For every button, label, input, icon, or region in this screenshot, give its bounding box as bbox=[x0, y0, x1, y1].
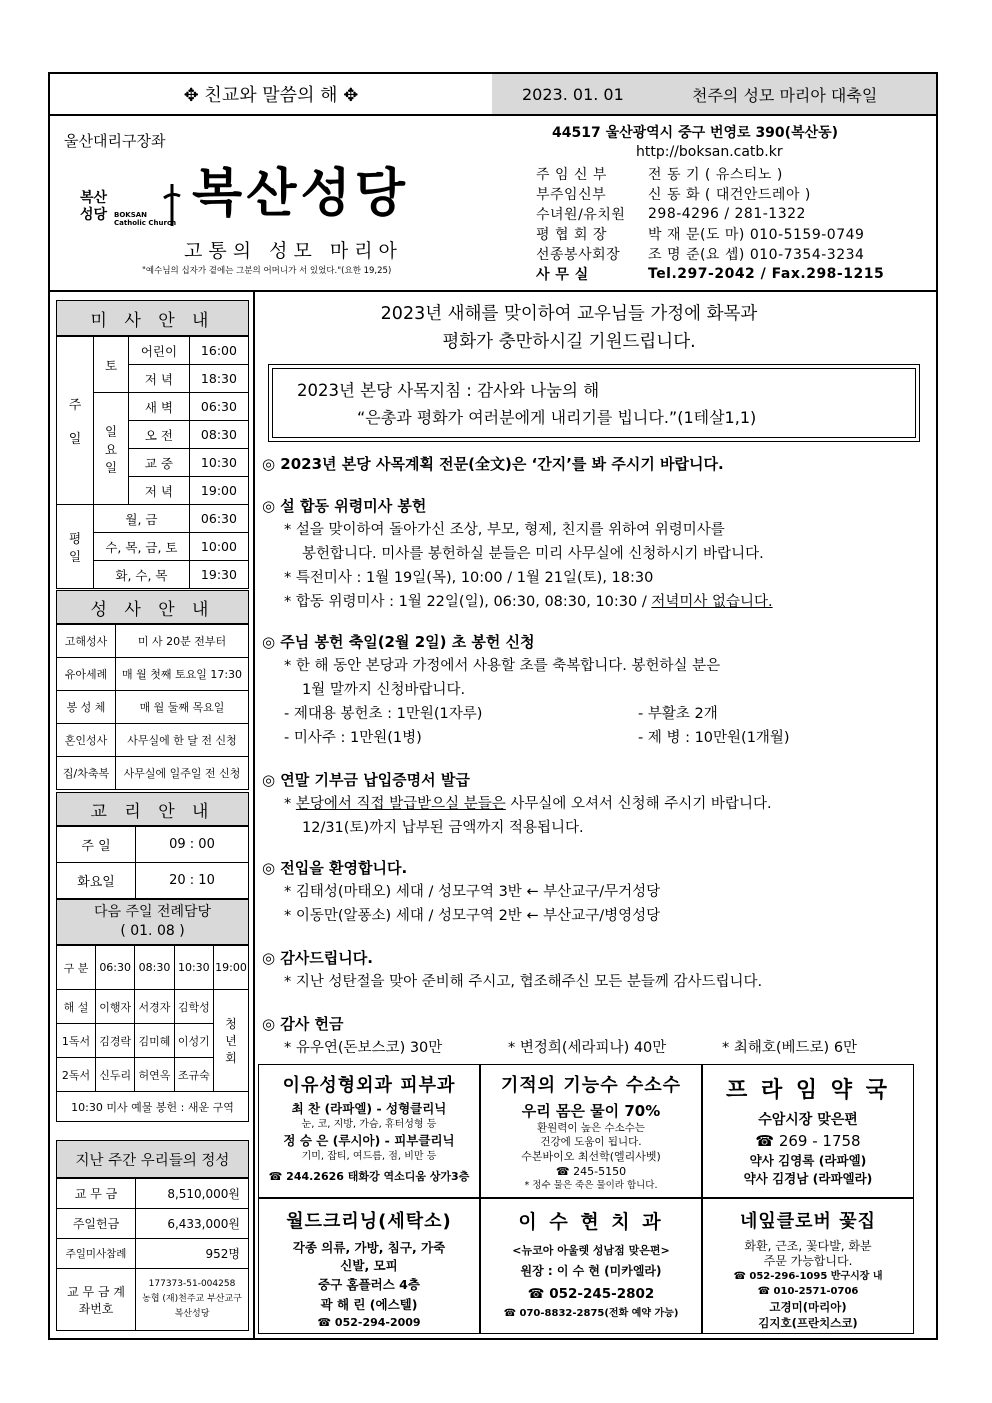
feast-name: 천주의 성모 마리아 대축일 bbox=[692, 85, 878, 105]
sacrament-schedule: 성 사 안 내 고해성사 미 사 20분 전부터 유아세례 매 월 첫째 토요일 17:30 봉 성 체 매 월 둘째 목요일 혼인성사 사무실에 한 달 전 신청 집/차축복 사무실에 일주일 전 신청 bbox=[56, 590, 249, 790]
catechism-title: 교 리 안 내 bbox=[56, 792, 249, 826]
parish-name: 복산성당 bbox=[192, 164, 409, 224]
mass-schedule: 미 사 안 내 주 일 토 어린이 16:00 저 녁 18:30 일 요 일 새 벽 06:30 오 전 08:30 교 중 10:30 저 녁 19:00 평 일 월, 금 06:30 수, 목, 금, 토 10:00 화, 수, 목 19:30 bbox=[56, 300, 249, 589]
announcements: ◎ 2023년 본당 사목계획 전문(全文)은 ‘간지’를 봐 주시기 바랍니다. ◎ 설 합동 위령미사 봉헌 * 설을 맞이하여 돌아가신 조상, 부모, 형제, 친지를 위하여 위령미사를 봉헌합니다. 미사를 봉헌하실 분들은 미리 사무실에 신청하시기 바랍니다. * 특전미사 : 1월 19일(목), 10:00 / 1월 21일(토), 18:30 * 합동 위령미사 : 1월 22일(일), 06:30, 08:30, 10:30 / 저녁미사 없습니다. ◎ 주님 봉헌 축일(2월 2일) 초 봉헌 신청 * 한 해 동안 본당과 가정에서 사용할 초를 축복합니다. 봉헌하실 분은 1월 말까지 신청바랍니다. - 제대용 봉헌초 : 1만원(1자루) - 부활초 2개 - 미사주 : 1만원(1병) - 제 병 : 10만원(1개월) ◎ 연말 기부금 납입증명서 발급 * 본당에서 직접 발급받으실 분들은 사무실에 오셔서 신청해 주시기 바랍니다. 12/31(토)까지 납부된 금액까지 적용됩니다. ◎ 전입을 환영합니다. * 김태성(마태오) 세대 / 성모구역 3반 ← 부산교구/무거성당 * 이동만(알퐁소) 세대 / 성모구역 2반 ← 부산교구/병영성당 ◎ 감사드립니다. * 지난 성탄절을 맞아 준비해 주시고, 협조해주신 모든 분들께 감사드립니다. ◎ 감사 헌금 * 유우연(돈보스코) 30만 * 변정희(세라피나) 40만 * 최해호(베드로) 6만 bbox=[262, 455, 858, 1056]
weekday-label: 평 일 bbox=[57, 505, 94, 589]
account-number: 177373-51-004258 농협 (재)천주교 부산교구 복산성당 bbox=[136, 1269, 249, 1331]
website-link[interactable]: http://boksan.catb.kr bbox=[636, 144, 783, 160]
youth-label: 청 년 회 bbox=[214, 990, 249, 1092]
mass-title: 미 사 안 내 bbox=[56, 300, 249, 336]
ad-florist: 네잎클로버 꽃집 화환, 근조, 꽃다발, 화분 주문 가능합니다. ☎ 052-296-1095 반구시장 내 ☎ 010-2571-0706 고경미(마리아) 김지호(프란치스코) bbox=[702, 1198, 914, 1334]
ad-hydrogen-water: 기적의 기능수 수소수 우리 몸은 물이 70% 환원력이 높은 수소수는 건강에 도움이 됩니다. 수본바이오 최선학(엘리사벳) ☎ 245-5150 * 정수 물은 죽은 물이라 합니다. bbox=[480, 1064, 702, 1198]
patron-name: 고통의 성모 마리아 bbox=[184, 240, 403, 262]
ad-pharmacy: 프 라 임 약 국 수암시장 맞은편 ☎ 269 - 1758 약사 김영록 (라파엘) 약사 김경남 (라파엘라) bbox=[702, 1064, 914, 1198]
new-year-greeting: 2023년 새해를 맞이하여 교우님들 가정에 화목과 평화가 충만하시길 기원드립니다. bbox=[380, 304, 758, 352]
offering-summary: 지난 주간 우리들의 정성 교 무 금 8,510,000원 주일헌금 6,433,000원 주일미사참례 952명 교 무 금 계좌번호 177373-51-004258 농협 (재)천주교 부산교구 복산성당 bbox=[56, 1140, 249, 1331]
sat-label: 토 bbox=[94, 337, 129, 393]
pastoral-motto-box: 2023년 본당 사목지침 : 감사와 나눔의 해 “은총과 평화가 여러분에게 내리기를 빕니다.”(1테살1,1) bbox=[268, 364, 920, 442]
staff-info: 주 임 신 부 전 동 기 ( 유스티노 ) 부주임신부 신 동 화 ( 대건안드레아 ) 수녀원/유치원 298-4296 / 281-1322 평 협 회 장 박 재 문(도 마) 010-5159-0749 선종봉사회장 조 명 준(요 셉) 010-7354-3234 사 무 실 Tel.297-2042 / Fax.298-1215 bbox=[536, 167, 885, 283]
sacrament-title: 성 사 안 내 bbox=[56, 590, 249, 624]
patron-quote: "예수님의 십자가 곁에는 그분의 어머니가 서 있었다."(요한 19,25) bbox=[142, 266, 392, 276]
sun-label: 일 요 일 bbox=[94, 393, 129, 505]
year-motto: ✥ 친교와 말씀의 해 ✥ bbox=[183, 85, 359, 106]
ad-plastic-surgery: 이유성형외과 피부과 최 찬 (라파엘) - 성형클리닉 눈, 코, 지방, 가슴, 휴터성형 등 정 승 은 (루시아) - 피부클리닉 기미, 잡티, 여드름, 점, 비만 등 ☎ 244.2626 태화강 역소디움 상가3층 bbox=[258, 1064, 480, 1198]
address: 44517 울산광역시 중구 번영로 390(복산동) bbox=[552, 125, 839, 141]
cross-icon bbox=[158, 180, 184, 230]
catechism-schedule: 교 리 안 내 주 일 09 : 00 화요일 20 : 10 bbox=[56, 792, 249, 899]
sunday-label: 주 일 bbox=[57, 337, 94, 505]
issue-date: 2023. 01. 01 bbox=[522, 84, 624, 104]
liturgy-roster: 다음 주일 전례담당 ( 01. 08 ) 구 분 06:30 08:30 10:30 19:00 해 설 이행자 서경자 김학성 청 년 회 1독서 김경락 김미혜 이성기 2독서 신두리 허연옥 조규숙 10:30 미사 예물 봉헌 : 새운 구역 bbox=[56, 899, 249, 1122]
masthead-divider bbox=[48, 290, 938, 292]
column-divider bbox=[253, 292, 255, 1338]
diocese-label: 울산대리구장좌 bbox=[64, 132, 166, 150]
offering-title: 지난 주간 우리들의 정성 bbox=[56, 1140, 249, 1178]
header-divider bbox=[48, 114, 938, 116]
liturgy-title: 다음 주일 전례담당 ( 01. 08 ) bbox=[56, 899, 249, 945]
logo-en: BOKSAN Catholic Church bbox=[114, 211, 177, 227]
ad-dental: 이 수 현 치 과 <뉴코아 아울렛 성남점 맞은편> 원장 : 이 수 현 (미카엘라) ☎ 052-245-2802 ☎ 070-8832-2875(전화 예약 가능) bbox=[480, 1198, 702, 1334]
logo-small: 복산 성당 bbox=[80, 190, 108, 223]
ad-laundry: 월드크리닝(세탁소) 각종 의류, 가방, 침구, 가죽 신발, 모피 중구 홈플러스 4층 곽 해 린 (에스텔) ☎ 052-294-2009 bbox=[258, 1198, 480, 1334]
date-band bbox=[492, 74, 936, 114]
